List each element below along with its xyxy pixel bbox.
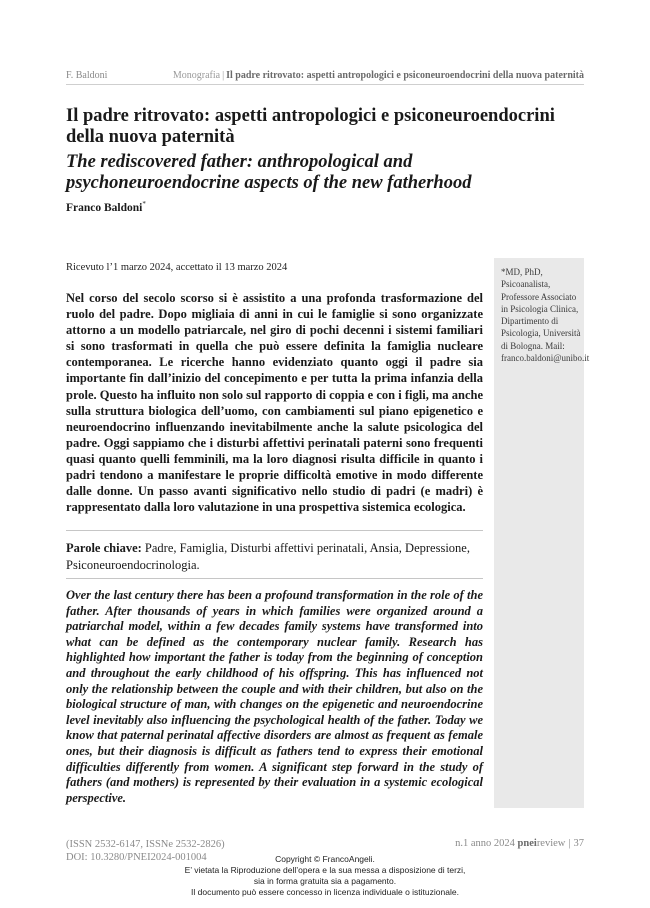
- running-header-title: [173, 70, 584, 81]
- running-header-author: F. Baldoni: [66, 70, 108, 81]
- footer-separator: |: [568, 838, 571, 849]
- copyright-notice: [0, 854, 650, 898]
- doi: DOI: 10.3280/PNEI2024-001004: [66, 852, 207, 863]
- issue-label: n.1 anno 2024: [455, 838, 515, 849]
- header-rule: [66, 84, 584, 85]
- affiliation-sidebar: [494, 258, 590, 808]
- article-author: [66, 200, 146, 214]
- article-title-english: The rediscovered father: anthropological and psychoneuroendocrine aspects of the new fatherhood: [66, 152, 472, 193]
- keywords-label: Parole chiave:: [66, 541, 142, 555]
- keywords: [66, 540, 483, 573]
- copyright-line: E’ vietata la Riproduzione dell’opera e la sua messa a disposizione di terzi,: [184, 865, 466, 875]
- journal-name-bold: pnei: [517, 838, 537, 849]
- article-title-italian: Il padre ritrovato: aspetti antropologici e psiconeuroendocrini della nuova paternità: [66, 106, 555, 147]
- keywords-list: Padre, Famiglia, Disturbi affettivi perinatali, Ansia, Depressione, Psiconeuroendocrinologia.: [66, 541, 470, 572]
- author-name: Franco Baldoni: [66, 201, 143, 214]
- section-label: Monografia: [172, 70, 221, 81]
- running-title: Il padre ritrovato: aspetti antropologici e psiconeuroendocrini della nuova paternità: [226, 70, 584, 81]
- journal-name-rest: review: [536, 838, 566, 849]
- author-footnote-mark: *: [142, 200, 146, 208]
- received-date: Ricevuto l’1 marzo 2024, accettato il 13 marzo 2024: [66, 262, 288, 273]
- abstract-english: Over the last century there has been a profound transformation in the role of the father. After thousands of years in which families were organized around a patriarchal model, within a few decades family systems have transformed into what can be defined as the contemporary nuclear family. Research has highlighted how important the father is today from the beginning of conception and throughout the early childhood of his offspring. This has influenced not only the relationship between the couple and with their children, but also on the biological structure of man, with changes on the epigenetic and neuroendocrine level inevitably also influencing the psychological health of the father. Today we know that paternal perinatal affective disorders are almost as frequent as female ones, but their diagnosis is difficult as fathers tend to express their emotional difficulties differently from women. A significant step forward in the study of fathers (and mothers) is represented by their evaluation in a systemic ecological perspective.: [66, 588, 483, 805]
- keywords-top-rule: [66, 530, 483, 531]
- keywords-bottom-rule: [66, 578, 483, 579]
- header-separator: |: [222, 70, 225, 81]
- footer-journal: [455, 838, 584, 849]
- issn: (ISSN 2532-6147, ISSNe 2532-2826): [66, 839, 225, 850]
- copyright-line: Copyright © FrancoAngeli.: [275, 854, 375, 864]
- page-number: 37: [573, 838, 584, 849]
- abstract-italian: Nel corso del secolo scorso si è assistito a una profonda trasformazione del ruolo del padre. Dopo migliaia di anni in cui le famiglie si sono organizzate attorno a un modello patriarcale, nel giro di pochi decenni i sistemi familiari si sono trasformati in quella che può essere definita la famiglia nucleare contemporanea. Le ricerche hanno evidenziato quanto oggi il padre sia importante fin dall’inizio del concepimento e per tutta la prima infanzia della prole. Questo ha influito non solo sul rapporto di coppia e con i figli, ma anche sulla struttura biologica dell’uomo, con cambiamenti sul piano epigenetico e neuroendocrino influenzando inevitabilmente anche la salute psicologica del padre. Oggi sappiamo che i disturbi affettivi perinatali paterni sono frequenti quasi quanto quelli femminili, ma la loro diagnosi risulta difficile in quanto i padri tendono a manifestare le proprie difficoltà emotive in modo differente dalle donne. Un passo avanti significativo nello studio di padri (e madri) è rappresentato dalla loro valutazione in una prospettiva sistemica ecologica.: [66, 291, 483, 515]
- affiliation-note: *MD, PhD, Psicoanalista, Professore Associato in Psicologia Clinica, Dipartimento di Psicologia, Università di Bologna. Mail: franco.baldoni@unibo.it: [501, 267, 590, 364]
- copyright-line: sia in forma gratuita sia a pagamento.: [253, 876, 397, 886]
- copyright-line: Il documento può essere concesso in licenza individuale o istituzionale.: [191, 887, 459, 897]
